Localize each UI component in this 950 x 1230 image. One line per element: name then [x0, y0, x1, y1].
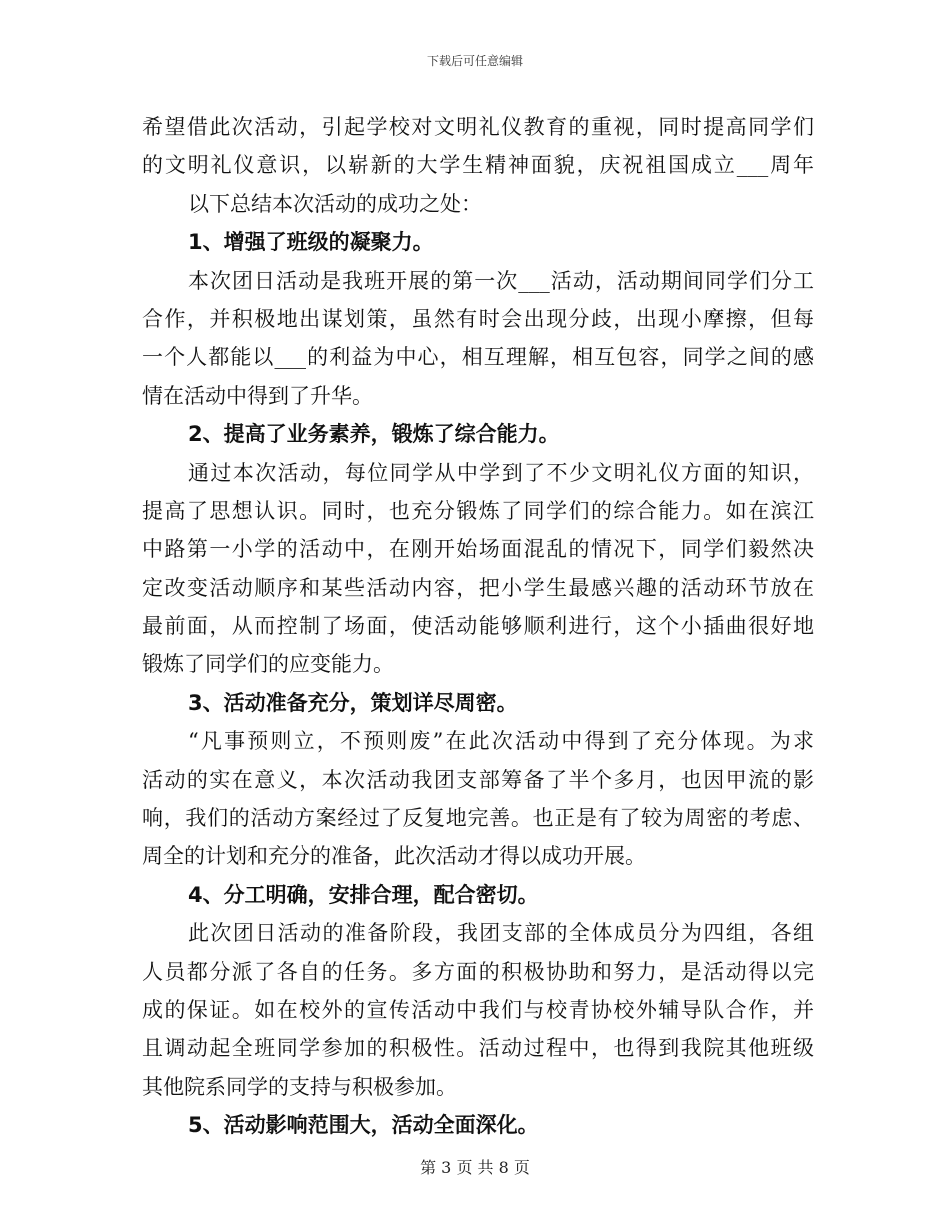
paragraph-line: 希望借此次活动，引起学校对文明礼仪教育的重视，同时提高同学们 — [142, 115, 814, 139]
paragraph-line: “凡事预则立，不预则废”在此次活动中得到了充分体现。为求 — [188, 729, 814, 754]
paragraph-line: 通过本次活动，每位同学从中学到了不少文明礼仪方面的知识， — [188, 460, 814, 485]
paragraph-line: 其他院系同学的支持与积极参加。 — [142, 1074, 457, 1099]
paragraph-line: 提高了思想认识。同时，也充分锻炼了同学们的综合能力。如在滨江 — [142, 498, 814, 523]
paragraph-line: 成的保证。如在校外的宣传活动中我们与校青协校外辅导队合作，并 — [142, 997, 814, 1022]
section-heading: 1、增强了班级的凝聚力。 — [188, 230, 434, 255]
document-body — [142, 108, 814, 1145]
paragraph-line: 一个人都能以___的利益为中心，相互理解，相互包容，同学之间的感 — [142, 345, 814, 370]
paragraph-line: 周全的计划和充分的准备，此次活动才得以成功开展。 — [142, 844, 646, 869]
section-heading: 2、提高了业务素养，锻炼了综合能力。 — [188, 422, 560, 447]
paragraph-line: 中路第一小学的活动中，在刚开始场面混乱的情况下，同学们毅然决 — [142, 537, 814, 562]
paragraph-line: 的文明礼仪意识，以崭新的大学生精神面貌，庆祝祖国成立___周年 — [142, 153, 814, 178]
paragraph-line: 活动的实在意义，本次活动我团支部筹备了半个多月，也因甲流的影 — [142, 767, 814, 792]
page-header: 下载后可任意编辑 — [426, 54, 523, 68]
section-heading: 4、分工明确，安排合理，配合密切。 — [188, 882, 539, 907]
paragraph-line: 人员都分派了各自的任务。多方面的积极协助和努力，是活动得以完 — [142, 959, 814, 984]
paragraph-line: 响，我们的活动方案经过了反复地完善。也正是有了较为周密的考虑、 — [142, 806, 814, 831]
paragraph-line: 合作，并积极地出谋划策，虽然有时会出现分歧，出现小摩擦，但每 — [142, 306, 814, 331]
paragraph-line: 定改变活动顺序和某些活动内容，把小学生最感兴趣的活动环节放在 — [142, 575, 814, 600]
paragraph-line: 情在活动中得到了升华。 — [142, 383, 373, 408]
section-heading: 3、活动准备充分，策划详尽周密。 — [188, 690, 518, 715]
paragraph-line: 最前面，从而控制了场面，使活动能够顺利进行，这个小插曲很好地 — [142, 614, 814, 639]
paragraph-line: 以下总结本次活动的成功之处： — [188, 191, 482, 216]
page-footer: 第 3 页 共 8 页 — [420, 1158, 530, 1177]
paragraph-line: 且调动起全班同学参加的积极性。活动过程中，也得到我院其他班级 — [142, 1036, 814, 1061]
paragraph-line: 锻炼了同学们的应变能力。 — [142, 652, 394, 677]
section-heading: 5、活动影响范围大，活动全面深化。 — [188, 1113, 539, 1138]
paragraph-line: 本次团日活动是我班开展的第一次___活动，活动期间同学们分工 — [188, 268, 814, 293]
paragraph-line: 此次团日活动的准备阶段，我团支部的全体成员分为四组，各组 — [188, 921, 814, 946]
